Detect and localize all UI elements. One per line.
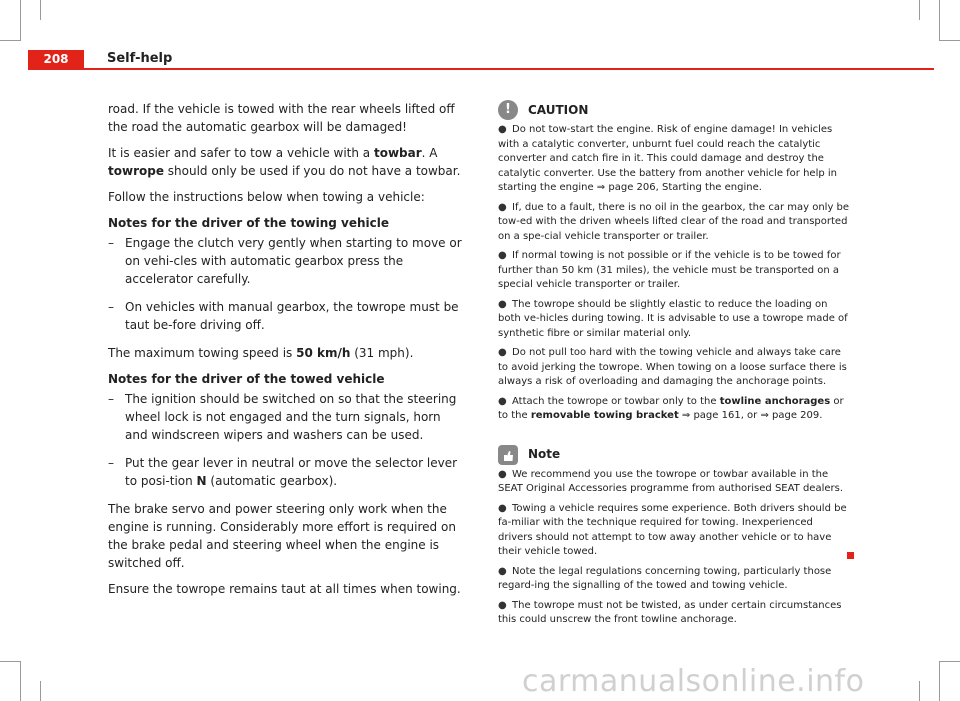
paragraph-max-speed	[108, 344, 463, 362]
note-header	[498, 445, 850, 465]
caution-item	[498, 298, 850, 342]
list-item-text: The ignition should be switched on so that the steering wheel lock is not engaged and the turn signals, horn and windscreen wipers and washers can be used.	[125, 392, 457, 442]
speed-value: 50 km/h	[296, 346, 351, 360]
keyword-towrope: towrope	[108, 164, 164, 178]
bullet-marker: ●	[498, 502, 507, 514]
caution-item	[498, 123, 850, 196]
keyword-towline-anchorages: towline anchorages	[719, 395, 831, 407]
bullet-marker: ●	[498, 347, 507, 358]
section-end-marker	[847, 552, 854, 559]
crop-mark	[940, 40, 960, 41]
caution-item-text: ⇒ page 161, or ⇒ page 209.	[678, 410, 823, 421]
list-item-text: (automatic gearbox).	[206, 474, 338, 488]
caution-item	[498, 395, 850, 424]
caution-label: CAUTION	[528, 102, 589, 117]
paragraph	[108, 144, 463, 180]
page-number: 208	[28, 50, 84, 68]
caution-item	[498, 201, 850, 245]
caution-item-text: The towrope should be slightly elastic to reduce the loading on both ve-hicles during towing. It is advisable to use a towrope made of synthetic fibre or similar material only.	[498, 298, 848, 339]
crop-mark	[940, 661, 960, 662]
text-run: . A	[421, 146, 438, 160]
crop-mark	[919, 0, 920, 20]
caution-item-text: Do not pull too hard with the towing vehicle and always take care to avoid jerking the towrope. When towing on a loose surface there is always a risk of overloading and damaging the anchorage points.	[498, 347, 847, 387]
list-item	[108, 234, 463, 288]
paragraph: Ensure the towrope remains taut at all times when towing.	[108, 582, 461, 596]
crop-mark	[939, 0, 940, 41]
caution-item-text: If, due to a fault, there is no oil in the gearbox, the car may only be tow-ed with the driven wheels lifted clear of the road and transported on a spe-cial vehicle transporter or trailer.	[498, 201, 850, 242]
warning-icon: !	[498, 100, 518, 120]
list-item	[108, 390, 463, 444]
bullet-marker: ●	[498, 565, 507, 577]
crop-mark	[20, 0, 21, 41]
dash-marker: –	[108, 392, 114, 406]
note-item	[498, 565, 850, 594]
caution-item-text: or to the	[498, 395, 844, 421]
note-icon	[498, 445, 518, 465]
paragraph: The brake servo and power steering only work when the engine is running. Considerably more effort is required on the brake pedal and steering wheel when the engine is switched off.	[108, 502, 456, 570]
caution-item	[498, 249, 850, 293]
bullet-marker: ●	[498, 201, 507, 213]
list-item-text: On vehicles with manual gearbox, the towrope must be taut be-fore driving off.	[125, 300, 459, 332]
crop-mark	[939, 661, 940, 701]
note-item	[498, 502, 850, 560]
list-item	[108, 298, 463, 334]
crop-mark	[919, 681, 920, 701]
note-item	[498, 468, 850, 497]
section-gap	[498, 429, 850, 445]
list-item	[108, 454, 463, 490]
crop-mark	[40, 681, 41, 701]
text-run: It is easier and safer to tow a vehicle with a	[108, 146, 374, 160]
bullet-marker: ●	[498, 298, 507, 310]
keyword-towbar: towbar	[373, 146, 422, 160]
subheading-towing-vehicle: Notes for the driver of the towing vehicle	[108, 216, 390, 230]
paragraph: Follow the instructions below when towing a vehicle:	[108, 190, 425, 204]
bullet-marker: ●	[498, 124, 507, 135]
note-item-text: We recommend you use the towrope or towbar available in the SEAT Original Accessories programme from authorised SEAT dealers.	[498, 468, 844, 494]
note-label: Note	[528, 447, 561, 462]
section-title: Self-help	[107, 51, 173, 66]
note-icon-glyph	[498, 445, 518, 465]
subheading-towed-vehicle: Notes for the driver of the towed vehicle	[108, 372, 385, 386]
text-run: should only be used if you do not have a towbar.	[163, 164, 461, 178]
list-item-text: Engage the clutch very gently when starting to move or on vehi-cles with automatic gearbox press the accelerator carefully.	[125, 236, 462, 286]
note-item	[498, 599, 850, 628]
caution-header	[498, 100, 850, 120]
bullet-marker: ●	[498, 395, 507, 407]
bullet-marker: ●	[498, 468, 507, 480]
note-item-text: Towing a vehicle requires some experience. Both drivers should be fa-miliar with the technique required for towing. Inexperienced drivers should not attempt to tow away another vehicle or to have their vehicle towed.	[498, 502, 847, 557]
caution-item-text: If normal towing is not possible or if the vehicle is to be towed for further than 50 km (31 miles), the vehicle must be transported on a special vehicle transporter or trailer.	[498, 250, 841, 290]
text-run: The maximum towing speed is	[108, 346, 297, 360]
dash-marker: –	[108, 300, 114, 314]
text-run: (31 mph).	[350, 346, 414, 360]
crop-mark	[20, 661, 21, 701]
gear-position: N	[196, 474, 207, 488]
crop-mark	[0, 661, 20, 662]
note-item-text: The towrope must not be twisted, as under certain circumstances this could unscrew the front towline anchorage.	[498, 599, 842, 625]
crop-mark	[0, 40, 20, 41]
caution-item-text: Do not tow-start the engine. Risk of engine damage! In vehicles with a catalytic converter, unburnt fuel could reach the catalytic converter and catch fire in it. This could damage and destroy the catalytic converter. Use the battery from another vehicle for help in starting the engine ⇒ page 206, Starting the engine.	[498, 124, 838, 193]
bullet-marker: ●	[498, 250, 507, 261]
bullet-marker: ●	[498, 599, 507, 611]
caution-item-text: Attach the towrope or towbar only to the	[512, 395, 720, 407]
watermark: carmanualsonline.info	[522, 664, 865, 699]
dash-marker: –	[108, 236, 114, 250]
header-rule	[28, 68, 934, 70]
dash-marker: –	[108, 456, 114, 470]
right-column	[498, 100, 850, 633]
caution-item	[498, 346, 850, 390]
keyword-towing-bracket: removable towing bracket	[530, 410, 679, 421]
crop-mark	[40, 0, 41, 20]
paragraph: road. If the vehicle is towed with the rear wheels lifted off the road the automatic gearbox will be damaged!	[108, 102, 455, 134]
list-item-text: Put the gear lever in neutral or move the selector lever to posi-tion	[125, 456, 458, 488]
left-column	[108, 100, 463, 606]
note-item-text: Note the legal regulations concerning towing, particularly those regard-ing the signalling of the towed and towing vehicle.	[498, 565, 832, 591]
